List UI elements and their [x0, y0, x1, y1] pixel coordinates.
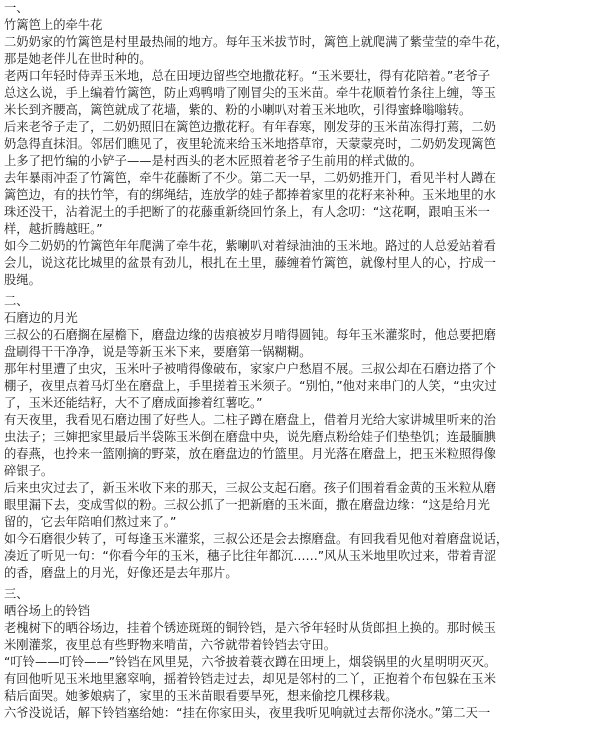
section-number: 三、: [4, 587, 29, 601]
text-line: 会儿，说这花比城里的盆景有劲儿，根扎在土里，藤缠着竹篱笆，就像村里人的心，拧成一: [4, 256, 496, 270]
text-line: 后来老爷子走了，二奶奶照旧在篱笆边撒花籽。有年春寒，刚发芽的玉米苗冻得打蔫，二奶: [4, 120, 496, 134]
text-line: “叮铃——叮铃——”铃铛在风里晃，六爷披着蓑衣蹲在田埂上，烟袋锅里的火星明明灭灭。: [4, 655, 497, 669]
text-line: 如今二奶奶的竹篱笆年年爬满了牵牛花，紫喇叭对着绿油油的玉米地。路过的人总爱站着看: [4, 239, 496, 253]
text-line: 眼里漏下去，变成雪似的粉。三叔公抓了一把新磨的玉米面，撒在磨盘边缘：“这是给月光: [4, 498, 490, 512]
text-line: 留的，它去年陪咱们熬过来了。”: [4, 515, 177, 529]
text-line: 样，越折腾越旺。”: [4, 222, 103, 236]
text-line: 虫法子；三婶把家里最后半袋陈玉米倒在磨盘中央，说先磨点粉给娃子们垫垫饥；连最腼腆: [4, 430, 496, 444]
text-line: 篱笆边，有的扶竹竿，有的绑绳结，连放学的娃子都捧着家里的花籽来补种。玉米地里的水: [4, 188, 496, 202]
paragraph: [4, 412, 598, 480]
section-title: 竹篱笆上的牵牛花: [4, 18, 103, 32]
paragraph: [4, 238, 598, 289]
paragraph: [4, 654, 598, 705]
paragraph: [4, 361, 598, 412]
paragraph: [4, 705, 598, 722]
text-line: 如今石磨很少转了，可每逢玉米灌浆，三叔公还是会去擦磨盘。有回我看见他对着磨盘说话，: [4, 532, 509, 546]
text-line: 珠还没干，沾着泥土的手把断了的花藤重新绕回竹条上，有人念叨：“这花啊，跟咱玉米一: [4, 205, 490, 219]
text-line: 奶急得直抹泪。邻居们瞧见了，夜里轮流来给玉米地搭草帘，天蒙蒙亮时，二奶奶发现篱笆: [4, 137, 496, 151]
text-line: 的香，磨盘上的月光，好像还是去年那片。: [4, 566, 238, 580]
text-line: 老两口年轻时侍弄玉米地，总在田埂边留些空地撒花籽。“玉米要壮，得有花陪着。”老爷子: [4, 69, 491, 83]
text-line: 那是她老伴儿在世时种的。: [4, 52, 152, 66]
section-number: 一、: [4, 1, 29, 15]
section-title: 石磨边的月光: [4, 311, 78, 325]
story-section: [4, 586, 598, 722]
text-line: 米长到齐腰高，篱笆就成了花墙，紫的、粉的小喇叭对着玉米地吹，引得蜜蜂嗡嗡转。: [4, 103, 472, 117]
text-line: 上多了把竹编的小铲子——是村西头的老木匠照着老爷子生前用的样式做的。: [4, 154, 423, 168]
text-line: 盘刷得干干净净，说是等新玉米下来，要磨第一锅糊糊。: [4, 345, 312, 359]
paragraph: [4, 620, 598, 654]
paragraph: [4, 34, 598, 68]
text-line: 有天夜里，我看见石磨边围了好些人。二柱子蹲在磨盘上，借着月光给大家讲城里听来的治: [4, 413, 496, 427]
paragraph: [4, 119, 598, 170]
paragraph: [4, 480, 598, 531]
text-line: 的春燕，也拎来一篮刚摘的野菜，放在磨盘边的竹篮里。月光落在磨盘上，把玉米粒照得像: [4, 447, 496, 461]
paragraph: [4, 170, 598, 238]
paragraph: [4, 531, 598, 582]
story-section: [4, 0, 598, 289]
section-title: 晒谷场上的铃铛: [4, 604, 91, 618]
text-line: 二奶奶家的竹篱笆是村里最热闹的地方。每年玉米拔节时，篱笆上就爬满了紫莹莹的牵牛花，: [4, 35, 509, 49]
text-line: 后来虫灾过去了，新玉米收下来的那天，三叔公支起石磨。孩子们围着看金黄的玉米粒从磨: [4, 481, 496, 495]
paragraph: [4, 327, 598, 361]
story-section: [4, 293, 598, 582]
text-line: 老槐树下的晒谷场边，挂着个锈迹斑斑的铜铃铛，是六爷年轻时从货郎担上换的。那时候玉: [4, 621, 496, 635]
text-line: 碎银子。: [4, 464, 54, 478]
paragraph: [4, 68, 598, 119]
section-number: 二、: [4, 294, 29, 308]
text-line: 凑近了听见一句：“你看今年的玉米，穗子比往年都沉……”风从玉米地里吹过来，带着青涩: [4, 549, 497, 563]
text-line: 六爷没说话，解下铃铛塞给她：“挂在你家田头，夜里我听见响就过去帮你浇水。”第二天一: [4, 706, 491, 720]
text-line: 那年村里遭了虫灾，玉米叶子被啃得像破布，家家户户愁眉不展。三叔公却在石磨边搭了个: [4, 362, 496, 376]
text-line: 米刚灌浆，夜里总有些野物来啃苗，六爷就带着铃铛去守田。: [4, 638, 337, 652]
text-line: 棚子，夜里点着马灯坐在磨盘上，手里搓着玉米须子。“别怕，”他对来串门的人笑，“虫灾过: [4, 379, 497, 393]
text-line: 秸后面哭。她爹娘病了，家里的玉米苗眼看要旱死，想来偷挖几棵移栽。: [4, 689, 398, 703]
text-line: 了，玉米还能结籽，大不了磨成面掺着红薯吃。”: [4, 396, 263, 410]
text-line: 去年暴雨冲歪了竹篱笆，牵牛花藤断了不少。第二天一早，二奶奶推开门，看见半村人蹲在: [4, 171, 496, 185]
text-line: 总这么说，手上编着竹篱笆，防止鸡鸭啃了刚冒尖的玉米苗。牵牛花顺着竹条往上缠，等玉: [4, 86, 496, 100]
text-line: 有回他听见玉米地里窸窣响，摇着铃铛走过去，却见是邻村的二丫，正抱着个布包躲在玉米: [4, 672, 496, 686]
text-line: 股绳。: [4, 273, 41, 287]
text-line: 三叔公的石磨搁在屋檐下，磨盘边缘的齿痕被岁月啃得圆钝。每年玉米灌浆时，他总要把磨: [4, 328, 496, 342]
